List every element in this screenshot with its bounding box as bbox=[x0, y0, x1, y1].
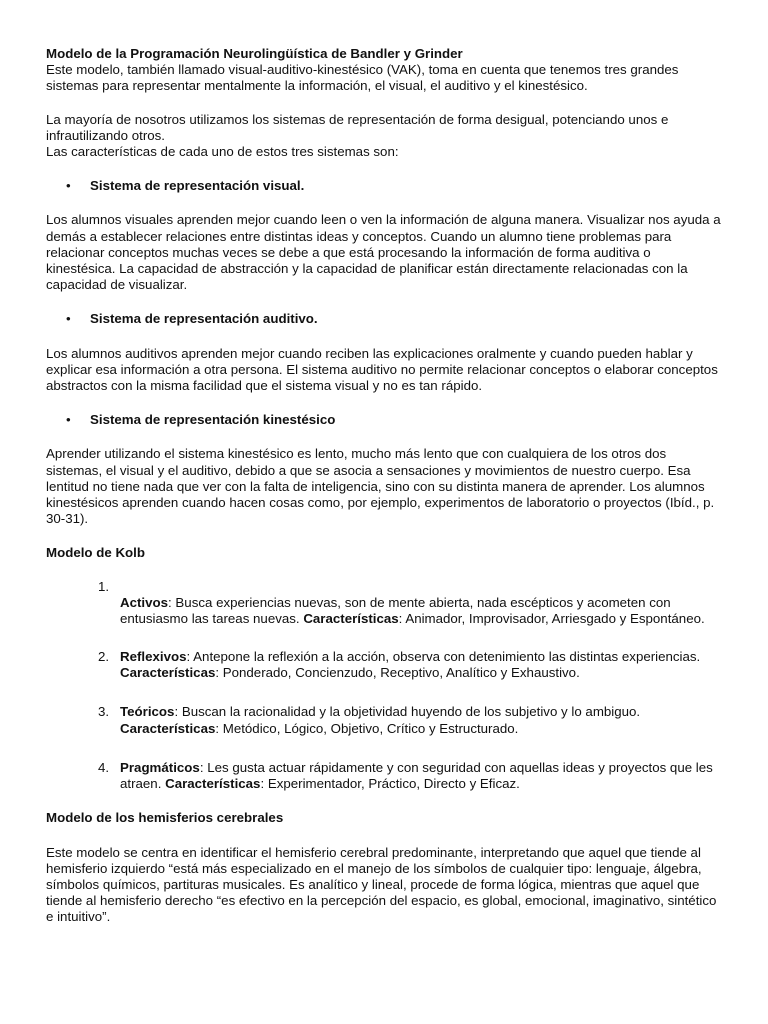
kolb-description: : Buscan la racionalidad y la objetividad huyendo de los subjetivo y lo ambiguo. bbox=[174, 704, 641, 720]
kolb-traits: : Experimentador, Práctico, Directo y Eficaz. bbox=[260, 776, 520, 792]
kolb-traits: : Ponderado, Concienzudo, Receptivo, Analítico y Exhaustivo. bbox=[215, 665, 580, 681]
kolb-item-activos bbox=[46, 579, 722, 627]
bullet-auditivo-title: • Sistema de representación auditivo. bbox=[46, 311, 722, 327]
kolb-list bbox=[46, 579, 722, 793]
bullet-visual-title: • Sistema de representación visual. bbox=[46, 178, 722, 194]
kolb-characteristics-label: Características bbox=[165, 776, 261, 792]
kolb-description: : Antepone la reflexión a la acción, observa con detenimiento las distintas experiencias. bbox=[186, 649, 701, 665]
kolb-characteristics-label: Características bbox=[120, 720, 216, 736]
hemisferios-paragraph: Este modelo se centra en identificar el hemisferio cerebral predominante, interpretando que aquel que tiende al hemisferio izquierdo “está más especializado en el manejo de los símbolos de cualquier tipo: lenguaje, álgebra, símbolos químicos, partituras musicales. Es analítico y lineal, procede de forma lógica, mientras que aquel que tiende al hemisferio derecho “es efectivo en la percepción del espacio, es global, emocional, imaginativo, sintético e intuitivo”. bbox=[46, 844, 717, 925]
auditivo-paragraph: Los alumnos auditivos aprenden mejor cuando reciben las explicaciones oralmente y cuando pueden hablar y explicar esa información a otra persona. El sistema auditivo no permite relacionar conceptos o elaborar conceptos abstractos con la misma facilidad que el sistema visual y no es tan rápido. bbox=[46, 345, 718, 394]
kolb-term: Reflexivos bbox=[120, 649, 187, 665]
list-number: 4. bbox=[98, 759, 110, 775]
bullet-kinestesico-title: • Sistema de representación kinestésico bbox=[46, 412, 722, 428]
kolb-term: Pragmáticos bbox=[120, 759, 200, 775]
vak-heading: Modelo de la Programación Neurolingüística de Bandler y Grinder bbox=[46, 46, 463, 61]
document-page bbox=[46, 46, 722, 926]
kolb-item-reflexivos bbox=[46, 649, 722, 681]
kolb-traits: : Metódico, Lógico, Objetivo, Crítico y Estructurado. bbox=[215, 720, 519, 736]
list-number: 2. bbox=[98, 649, 110, 665]
kolb-item-pragmaticos bbox=[46, 760, 722, 792]
kolb-traits: : Animador, Improvisador, Arriesgado y Espontáneo. bbox=[398, 610, 705, 626]
vak-intro-paragraph: Este modelo, también llamado visual-auditivo-kinestésico (VAK), toma en cuenta que tenemos tres grandes sistemas para representar mentalmente la información, el visual, el auditivo y el kinestésico. bbox=[46, 62, 679, 94]
list-number: 3. bbox=[98, 704, 110, 720]
vak-paragraph-3: Las características de cada uno de estos tres sistemas son: bbox=[46, 144, 399, 160]
vak-paragraph-2: La mayoría de nosotros utilizamos los sistemas de representación de forma desigual, potenciando unos e infrautilizando otros. bbox=[46, 111, 669, 143]
kinestesico-paragraph: Aprender utilizando el sistema kinestésico es lento, mucho más lento que con cualquiera de los otros dos sistemas, el visual y el auditivo, debido a que se asocia a sensaciones y movimientos de nuestro cuerpo. Esa lentitud no tiene nada que ver con la falta de inteligencia, sino con su distinta manera de aprender. Los alumnos kinestésicos aprenden cuando hacen cosas como, por ejemplo, experimentos de laboratorio o proyectos (Ibíd., p. 30-31). bbox=[46, 446, 715, 527]
kolb-description: : Les gusta actuar rápidamente y con seguridad con aquellas ideas y proyectos que les atraen. bbox=[120, 759, 713, 792]
list-number: 1. bbox=[98, 578, 110, 594]
kolb-term: Teóricos bbox=[120, 704, 175, 720]
kolb-description: : Busca experiencias nuevas, son de mente abierta, nada escépticos y acometen con entusiasmo las tareas nuevas. bbox=[120, 594, 671, 626]
visual-paragraph: Los alumnos visuales aprenden mejor cuando leen o ven la información de alguna manera. Visualizar nos ayuda a demás a establecer relaciones entre distintas ideas y conceptos. Cuando un alumno tiene problemas para relacionar conceptos muchas veces se debe a que está procesando la información de forma auditiva o kinestésica. La capacidad de abstracción y la capacidad de planificar están directamente relacionadas con la capacidad de visualizar. bbox=[46, 212, 721, 293]
kolb-item-teoricos bbox=[46, 704, 722, 736]
kolb-characteristics-label: Características bbox=[120, 665, 216, 681]
kolb-heading: Modelo de Kolb bbox=[46, 545, 145, 561]
hemisferios-heading: Modelo de los hemisferios cerebrales bbox=[46, 810, 284, 826]
kolb-characteristics-label: Características bbox=[303, 610, 399, 626]
kolb-term: Activos bbox=[120, 594, 169, 610]
